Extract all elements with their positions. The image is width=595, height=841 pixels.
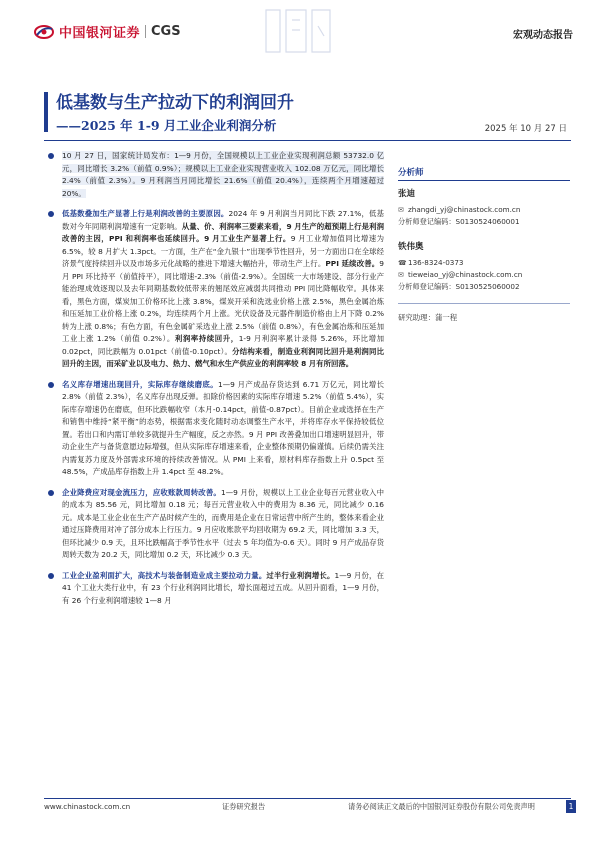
report-title: 低基数与生产拉动下的利润回升 — [56, 93, 294, 113]
page-number: 1 — [566, 800, 576, 813]
analyst-reg: 分析师登记编码：S0130525060002 — [398, 282, 520, 291]
title-accent-bar — [44, 92, 48, 132]
brand-logo — [34, 22, 181, 41]
emphasis-run: 工业企业盈利面扩大，高技术与装备制造业成主要拉动力量。 — [62, 570, 267, 580]
emphasis-run: 名义库存增速出现回升，实际库存继续磨底。 — [62, 379, 219, 389]
analyst-name: 铁伟奥 — [398, 242, 424, 252]
analyst-email[interactable]: zhangdi_yj@chinastock.com.cn — [408, 205, 521, 214]
report-subtitle: ——2025 年 1-9 月工业企业利润分析 — [56, 118, 277, 133]
report-date: 2025 年 10 月 27 日 — [484, 124, 567, 134]
text-run: 9 月工业增加值同比增速为 6.5%，较 8 月扩大 1.3pct。一方面，生产在“金九银十”出现季节性回升，另一方面出口在全球经济景气度持续回升以及市场多元化战略的推进下增速大幅抬升，带动生产上行。 — [62, 234, 385, 268]
paragraph-summary — [46, 150, 384, 200]
paragraph-text — [62, 488, 384, 560]
emphasis-run: 利润率持续回升， — [174, 334, 239, 343]
analyst-name: 张迪 — [398, 189, 416, 199]
analyst-reg-row — [398, 281, 570, 293]
bullet-icon — [48, 382, 54, 388]
text-run: 1—9 月产成品存货达到 6.71 万亿元，同比增长 2.8%（前值 2.3%），名义库存出现反弹。扣除价格因素的实际库存增速 5.2%（前值 5.4%），实际库存增速仍在磨底，但环比跌幅收窄（本月-0.14pct，前值-0.87pct）。目前企业或选择在生产和销售中维持“紧平衡”的态势，根据需求变化随时动态调整生产水平，并将库存水平保持较低位置。若出口和内需订单较多就提升生产幅度，反之亦然。9 月 PPI 改善叠加出口增速明显回升，带动企业生产与备货意愿边际增强，但从实际库存增速来看，企业整体预期仍偏谨慎。后续仍需关注内需复苏力度及外部需求环境的持续改善情况。从 PMI 上来看，原材料库存指数上升 0.5pct 至 48.5%，产成品库存指数上升 1.4pct 至 48.2%。 — [62, 379, 384, 476]
bullet-icon — [48, 153, 54, 159]
galaxy-logo-icon — [34, 24, 54, 40]
footer-report-label: 证券研究报告 — [222, 802, 266, 811]
title-divider — [44, 140, 571, 141]
brand-name-en: CGS — [151, 24, 181, 39]
emphasis-run: 分结构来看，制造业利润同比回升是利润同比回升的主因，而采矿业以及电力、热力、燃气和水生产供应业的利润率较 8 月有所回落。 — [62, 346, 384, 368]
brand-divider — [145, 25, 146, 38]
paragraph-costs — [46, 487, 384, 562]
paragraph-text — [62, 209, 384, 368]
analyst-email-row — [398, 269, 570, 281]
bullet-icon — [48, 211, 54, 217]
text-run: 9 月 PPI 环比持平（前值持平），同比增速-2.3%（前值-2.9%）。全国统一大市场建设、部分行业产能治理成效逐现以及去年同期基数较低带来的翘尾效应减弱共同推动 PPI 同比降幅收窄。具体来看，黑色方面，煤炭加工价格环比上涨 3.8%，煤炭开采和洗选业价格上涨 2.5%，黑色金属冶炼和压延加工业价格上涨 0.2%，均连续两个月上涨。光伏设备及元器件制造价格由上月下降 0.2%转为上涨 0.8%；有色方面，有色金属矿采选业上涨 2.5%（前值 0.8%），有色金属冶炼和压延加工业上涨 1.2%（前值 0.2%）。 — [62, 259, 384, 343]
text-run: 1—9 月份，在 41 个工业大类行业中，有 23 个行业利润同比增长，增长面超过五成。从回升面看，1—9 月份，有 26 个行业利润增速较 1—8 月 — [62, 570, 384, 605]
bullet-icon — [48, 490, 54, 496]
main-content — [46, 150, 384, 805]
page-header — [0, 0, 595, 60]
analyst-phone-row — [398, 257, 570, 269]
emphasis-run: 低基数叠加生产显著上行是利润改善的主要原因。 — [62, 209, 229, 218]
emphasis-run: PPI 延续改善。 — [325, 259, 380, 268]
paragraph-text — [62, 571, 384, 605]
analyst-email[interactable]: tieweiao_yj@chinastock.com.cn — [408, 270, 523, 279]
paragraph-inventory — [46, 379, 384, 479]
text-run: 1-9 月利润率累计录得 5.26%，环比增加 0.02pct，同比跌幅为 0.01pct（前值-0.10pct）。 — [62, 334, 385, 356]
report-type-label: 宏观动态报告 — [513, 30, 573, 41]
paragraph-profit-drivers — [46, 208, 384, 371]
brand-name-cn: 中国银河证券 — [59, 26, 141, 41]
analyst-phone: 136-8324-0373 — [408, 258, 464, 267]
text-run: 1—9 月份，规模以上工业企业每百元营业收入中的成本为 85.56 元，同比增加 0.18 元；每百元营业收入中的费用为 8.36 元，同比减少 0.16 元。成本是工业企业在生产产品时候产生的，而费用是企业在日常运营中所产生的，整体来看企业通过压降费用对冲了部分成本上行压力。9 月应收账款平均回收期为 69.2 天，同比增加 3.3 天，但环比减少 0.9 天，且环比跌幅高于季节性水平（过去 5 年均值为-0.6 天）。同时 9 月产成品存货周转天数为 20.2 天，同比增加 0.2 天，环比减少 0.3 天。 — [62, 487, 384, 559]
analyst-email-row — [398, 204, 570, 216]
analyst-sidebar — [398, 166, 570, 323]
paragraph-industries — [46, 570, 384, 608]
text-run: 10 月 27 日，国家统计局发布：1—9 月份，全国规模以上工业企业实现利润总额 53732.0 亿元，同比增长 3.2%（前值 0.9%）；规模以上工业企业实现营业收入 102.08 万亿元，同比增长 2.4%（前值 2.3%）。9 月利润当月同比增长 21.6%（前值 20.4%），连续两个月增速超过 20%。 — [62, 151, 384, 198]
footer-divider — [44, 798, 571, 799]
mail-icon: ✉ — [398, 206, 404, 214]
emphasis-run: 从量、价、利润率三要素来看，9 月生产的超预期上行是利润改善的主因，PPI 和利润率也延续回升。9 月工业生产显著上行。 — [62, 221, 384, 243]
footer-website[interactable]: www.chinastock.com.cn — [44, 802, 131, 811]
footer-disclaimer: 请务必阅读正文最后的中国银河证券股份有限公司免责声明 — [348, 802, 535, 811]
analyst-reg: 分析师登记编码：S0130524060001 — [398, 217, 520, 226]
cgs-watermark-icon — [262, 6, 334, 60]
research-assistant: 研究助理：蒲一程 — [398, 303, 570, 323]
emphasis-run: 企业降费应对现金流压力，应收账款周转改善。 — [62, 487, 221, 497]
sidebar-heading: 分析师 — [398, 166, 570, 181]
phone-icon: ☎ — [398, 259, 407, 267]
text-run: 2024 年 9 月利润当月同比下跌 27.1%，低基数对今年同期利润增速有一定影响。 — [62, 209, 384, 231]
emphasis-run: 过半行业利润增长。 — [266, 570, 335, 580]
analyst-reg-row — [398, 216, 570, 228]
paragraph-text — [62, 380, 384, 477]
bullet-icon — [48, 573, 54, 579]
mail-icon: ✉ — [398, 271, 404, 279]
paragraph-text — [62, 151, 384, 198]
